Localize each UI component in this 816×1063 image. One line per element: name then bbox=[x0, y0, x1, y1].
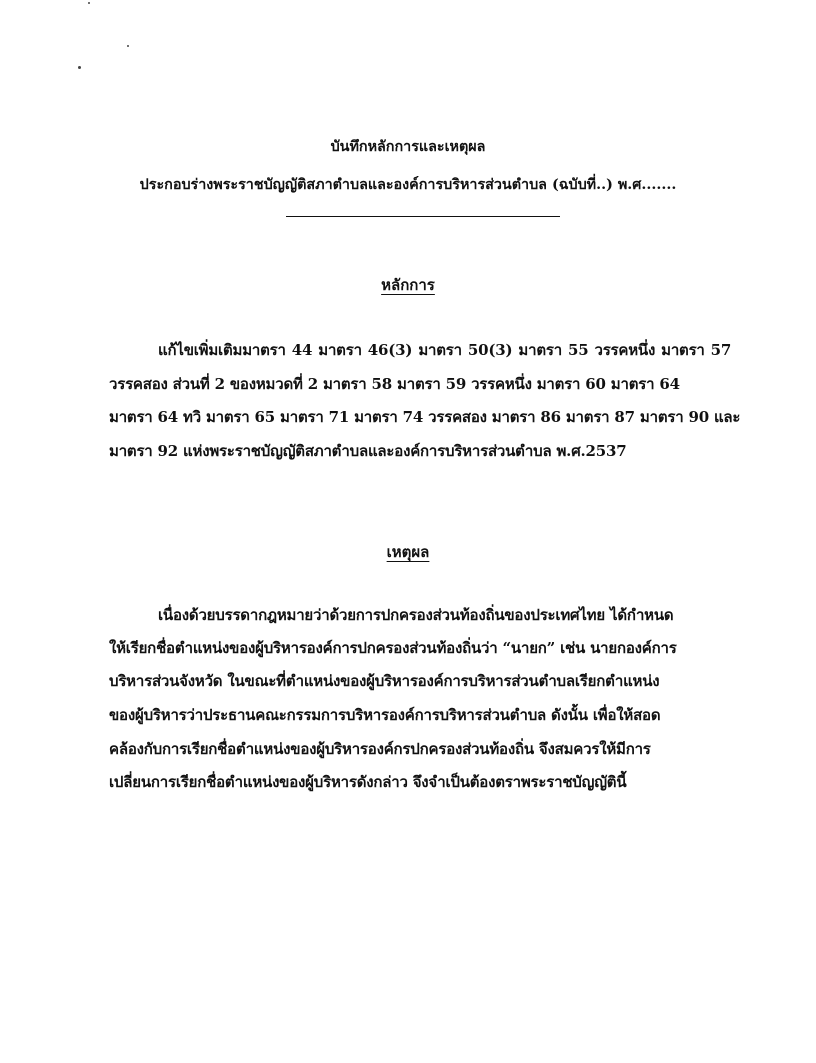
reason-line: เนื่องด้วยบรรดากฎหมายว่าด้วยการปกครองส่วนท้องถิ่นของประเทศไทย ได้กำหนด bbox=[158, 606, 674, 624]
reason-line: ของผู้บริหารว่าประธานคณะกรรมการบริหารองค์การบริหารส่วนตำบล ดังนั้น เพื่อให้สอด bbox=[109, 706, 661, 724]
reason-heading: เหตุผล bbox=[386, 543, 430, 561]
principle-heading: หลักการ bbox=[381, 276, 435, 294]
title-divider bbox=[286, 216, 560, 217]
reason-line: บริหารส่วนจังหวัด ในขณะที่ตำแหน่งของผู้บริหารองค์การบริหารส่วนตำบลเรียกตำแหน่ง bbox=[109, 672, 660, 690]
scan-speck bbox=[88, 2, 90, 4]
principle-line: มาตรา 92 แห่งพระราชบัญญัติสภาตำบลและองค์การบริหารส่วนตำบล พ.ศ.2537 bbox=[109, 442, 627, 460]
reason-line: คล้องกับการเรียกชื่อตำแหน่งของผู้บริหารองค์กรปกครองส่วนท้องถิ่น จึงสมควรให้มีการ bbox=[109, 740, 651, 758]
principle-line: แก้ไขเพิ่มเติมมาตรา 44 มาตรา 46(3) มาตรา 50(3) มาตรา 55 วรรคหนึ่ง มาตรา 57 bbox=[158, 341, 732, 359]
memo-title: บันทึกหลักการและเหตุผล bbox=[330, 139, 486, 155]
scan-speck bbox=[127, 45, 129, 47]
principle-line: มาตรา 64 ทวิ มาตรา 65 มาตรา 71 มาตรา 74 วรรคสอง มาตรา 86 มาตรา 87 มาตรา 90 และ bbox=[109, 408, 741, 426]
bill-title: ประกอบร่างพระราชบัญญัติสภาตำบลและองค์การบริหารส่วนตำบล (ฉบับที่..) พ.ศ....... bbox=[139, 177, 677, 193]
principle-line: วรรคสอง ส่วนที่ 2 ของหมวดที่ 2 มาตรา 58 มาตรา 59 วรรคหนึ่ง มาตรา 60 มาตรา 64 bbox=[109, 375, 680, 393]
scan-speck bbox=[78, 66, 81, 69]
reason-line: เปลี่ยนการเรียกชื่อตำแหน่งของผู้บริหารดังกล่าว จึงจำเป็นต้องตราพระราชบัญญัตินี้ bbox=[109, 773, 627, 791]
reason-line: ให้เรียกชื่อตำแหน่งของผู้บริหารองค์การปกครองส่วนท้องถิ่นว่า “นายก” เช่น นายกองค์การ bbox=[109, 639, 677, 657]
